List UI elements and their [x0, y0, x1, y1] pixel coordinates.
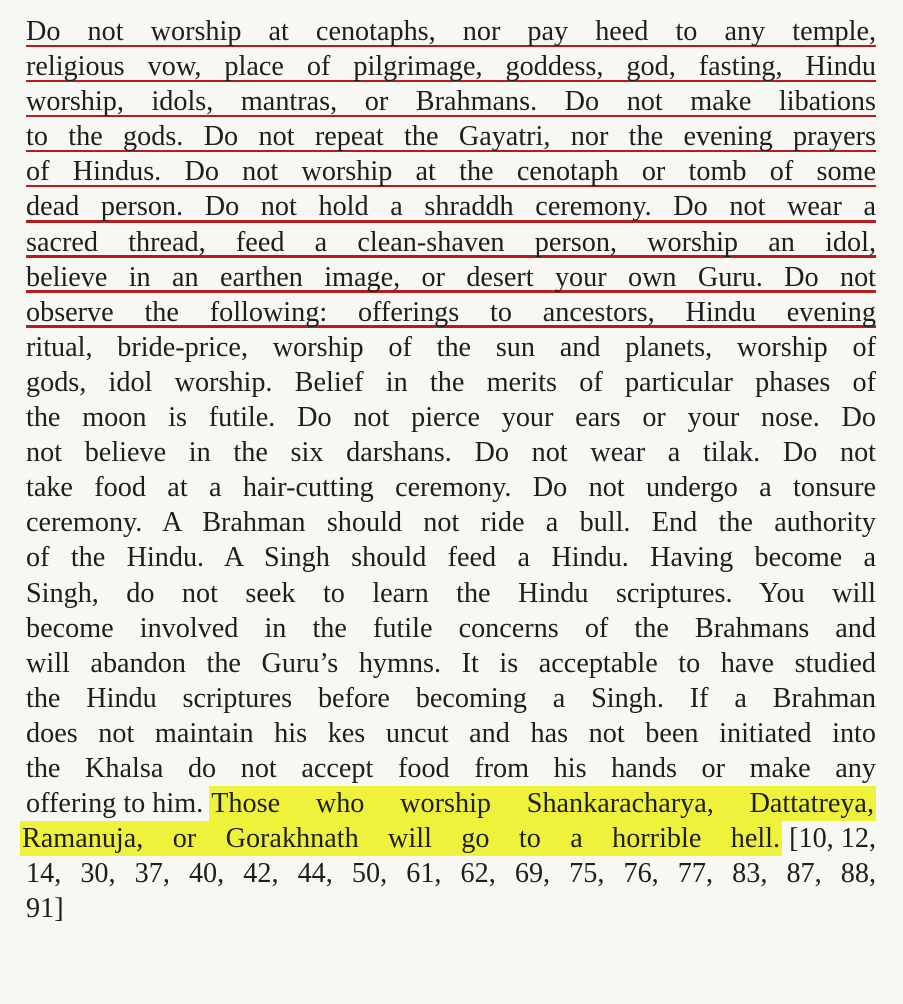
text-line-underlined [26, 225, 876, 260]
text-line [26, 681, 876, 716]
line-text: of the Hindu. A Singh should feed a Hindu. Having become a [26, 542, 876, 574]
line-text: of Hindus. Do not worship at the cenotaph or tomb of some [26, 156, 876, 188]
line-text: observe the following: offerings to ancestors, Hindu evening [26, 296, 876, 328]
line-text: to the gods. Do not repeat the Gayatri, nor the evening prayers [26, 121, 876, 153]
line-text: not believe in the six darshans. Do not wear a tilak. Do not [26, 437, 876, 469]
line-text: take food at a hair-cutting ceremony. Do not undergo a tonsure [26, 472, 876, 504]
text-line-underlined [26, 295, 876, 330]
line-text: worship, idols, mantras, or Brahmans. Do not make libations [26, 86, 876, 118]
text-line [26, 470, 876, 505]
line-text: ceremony. A Brahman should not ride a bull. End the authority [26, 507, 876, 539]
line-text: sacred thread, feed a clean-shaven person, worship an idol, [26, 226, 876, 258]
line-text: the Khalsa do not accept food from his hands or make any [26, 752, 876, 784]
text-line [26, 751, 876, 786]
text-line [26, 365, 876, 400]
line-text: 14, 30, 37, 40, 42, 44, 50, 61, 62, 69, 75, 76, 77, 83, 87, 88, [26, 858, 876, 890]
text-line-underlined [26, 154, 876, 189]
highlighted-text: Those who worship Shankaracharya, Dattatreya, [209, 786, 876, 821]
line-text: Do not worship at cenotaphs, nor pay heed to any temple, [26, 16, 876, 47]
text-line [26, 576, 876, 611]
text-line [26, 611, 876, 646]
line-text: Singh, do not seek to learn the Hindu scriptures. You will [26, 577, 876, 609]
line-text: become involved in the futile concerns of the Brahmans and [26, 612, 876, 644]
text-line [26, 505, 876, 540]
text-line [26, 891, 876, 926]
line-text: the moon is futile. Do not pierce your ears or your nose. Do [26, 402, 876, 434]
text-line [26, 540, 876, 575]
text-line-underlined [26, 49, 876, 84]
text-line-highlighted [26, 786, 876, 821]
text-line [26, 435, 876, 470]
line-text: gods, idol worship. Belief in the merits of particular phases of [26, 366, 876, 398]
line-text: will abandon the Guru’s hymns. It is acceptable to have studied [26, 647, 876, 679]
highlighted-text: Ramanuja, or Gorakhnath will go to a horrible hell. [20, 821, 782, 856]
line-text: offering to him. [26, 788, 204, 820]
text-line [26, 330, 876, 365]
line-text: 91] [26, 893, 64, 925]
text-line-underlined [26, 119, 876, 154]
text-line-highlighted [22, 821, 876, 856]
line-text: [10, 12, [782, 823, 876, 855]
line-text: ritual, bride-price, worship of the sun and planets, worship of [26, 331, 876, 363]
text-line [26, 400, 876, 435]
line-text: religious vow, place of pilgrimage, goddess, god, fasting, Hindu [26, 51, 876, 83]
line-text: the Hindu scriptures before becoming a Singh. If a Brahman [26, 682, 876, 714]
text-line-underlined [26, 14, 876, 49]
line-text: believe in an earthen image, or desert your own Guru. Do not [26, 261, 876, 293]
text-line [26, 856, 876, 891]
text-line-underlined [26, 189, 876, 224]
text-line-underlined [26, 84, 876, 119]
text-line [26, 716, 876, 751]
book-page-text [22, 14, 876, 926]
text-line [26, 646, 876, 681]
line-text: dead person. Do not hold a shraddh ceremony. Do not wear a [26, 191, 876, 223]
line-text: does not maintain his kes uncut and has not been initiated into [26, 717, 876, 749]
text-line-underlined [26, 260, 876, 295]
